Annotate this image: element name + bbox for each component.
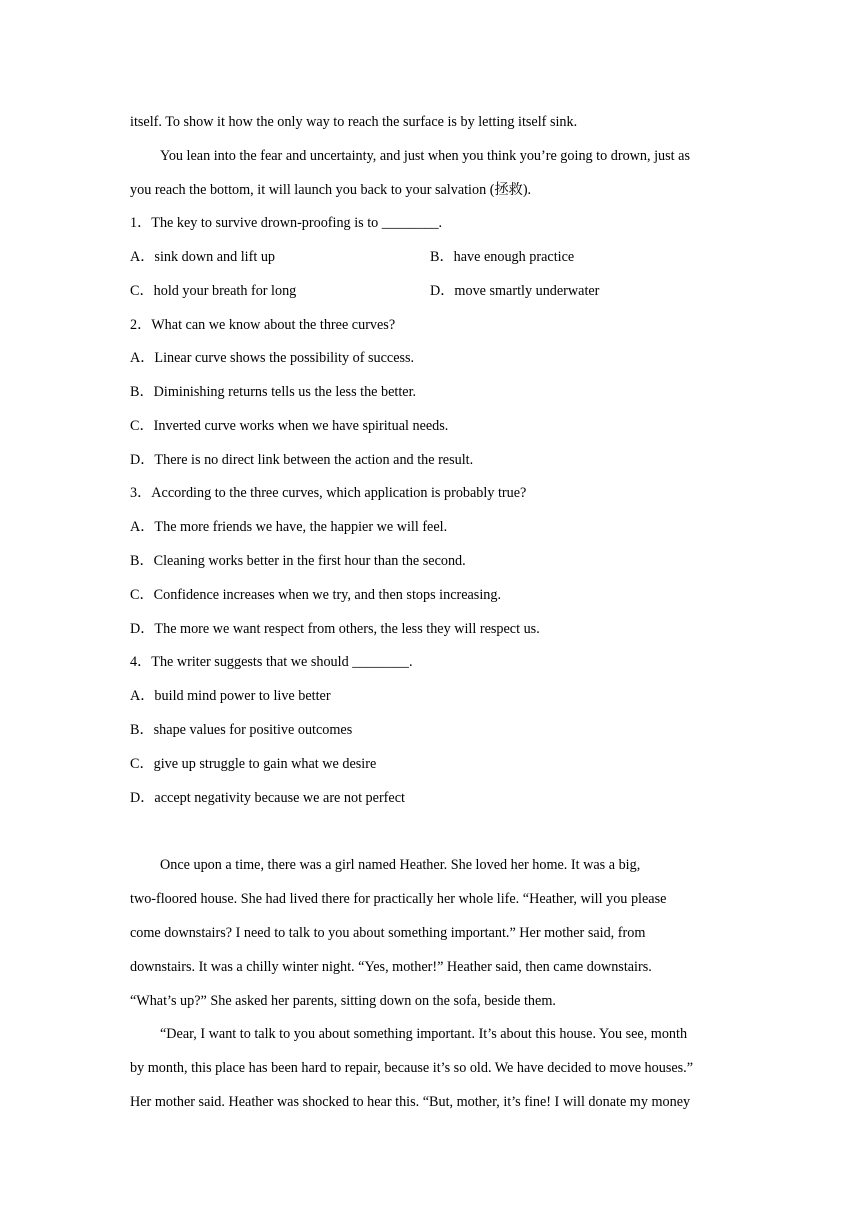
question-4-option-a: A．build mind power to live better <box>130 688 331 704</box>
question-3-stem: 3．According to the three curves, which application is probably true? <box>130 485 527 501</box>
passage2-line: downstairs. It was a chilly winter night. “Yes, mother!” Heather said, then came downstairs. <box>130 959 652 975</box>
passage1-line: you reach the bottom, it will launch you back to your salvation (拯救). <box>130 182 532 198</box>
question-1-stem: 1．The key to survive drown-proofing is to ________. <box>130 215 443 231</box>
question-3-option-a: A．The more friends we have, the happier we will feel. <box>130 519 448 535</box>
question-1-option-c: C．hold your breath for long <box>130 283 297 299</box>
question-2-option-c: C．Inverted curve works when we have spiritual needs. <box>130 418 449 434</box>
passage2-line: two-floored house. She had lived there for practically her whole life. “Heather, will you please <box>130 891 667 907</box>
passage1-line: You lean into the fear and uncertainty, and just when you think you’re going to drown, just as <box>160 148 690 164</box>
question-4-option-b: B．shape values for positive outcomes <box>130 722 353 738</box>
question-2-option-d: D．There is no direct link between the action and the result. <box>130 452 474 468</box>
question-2-option-a: A．Linear curve shows the possibility of success. <box>130 350 415 366</box>
passage2-line: Her mother said. Heather was shocked to hear this. “But, mother, it’s fine! I will donate my money <box>130 1094 691 1110</box>
passage2-line: come downstairs? I need to talk to you about something important.” Her mother said, from <box>130 925 646 941</box>
question-2-stem: 2．What can we know about the three curves? <box>130 317 396 333</box>
question-3-option-b: B．Cleaning works better in the first hour than the second. <box>130 553 466 569</box>
question-1-option-b: B．have enough practice <box>430 249 575 265</box>
question-1-option-d: D．move smartly underwater <box>430 283 600 299</box>
passage2-line: Once upon a time, there was a girl named Heather. She loved her home. It was a big, <box>160 857 641 873</box>
question-2-option-b: B．Diminishing returns tells us the less the better. <box>130 384 417 400</box>
question-4-option-d: D．accept negativity because we are not perfect <box>130 790 405 806</box>
question-3-option-d: D．The more we want respect from others, the less they will respect us. <box>130 621 540 637</box>
question-4-option-c: C．give up struggle to gain what we desire <box>130 756 377 772</box>
question-4-stem: 4．The writer suggests that we should ________. <box>130 654 413 670</box>
passage2-line: “What’s up?” She asked her parents, sitting down on the sofa, beside them. <box>130 993 556 1009</box>
passage2-line: by month, this place has been hard to repair, because it’s so old. We have decided to move houses.” <box>130 1060 694 1076</box>
question-3-option-c: C．Confidence increases when we try, and then stops increasing. <box>130 587 502 603</box>
passage1-line: itself. To show it how the only way to reach the surface is by letting itself sink. <box>130 114 578 130</box>
passage2-line: “Dear, I want to talk to you about something important. It’s about this house. You see, month <box>160 1026 688 1042</box>
question-1-option-a: A．sink down and lift up <box>130 249 276 265</box>
